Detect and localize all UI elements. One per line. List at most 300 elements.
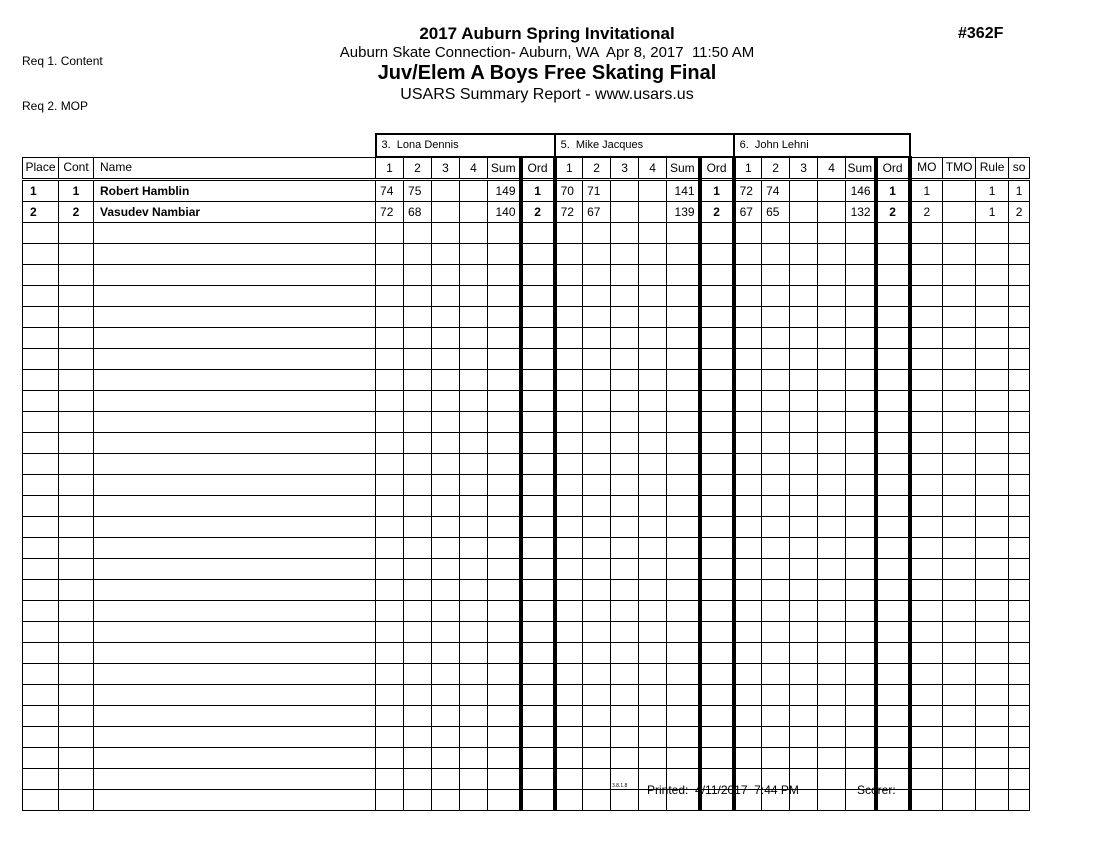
cell-tmo: [943, 307, 976, 328]
cell-ord: [521, 265, 555, 286]
cell-score: [734, 496, 762, 517]
spacer-cell: [910, 134, 1030, 157]
cell-sum: [846, 244, 876, 265]
event-title: Juv/Elem A Boys Free Skating Final: [377, 62, 717, 84]
col-header-score: 3: [611, 157, 639, 180]
cell-rule: [976, 412, 1009, 433]
col-header-score: 2: [762, 157, 790, 180]
cell-cont: [59, 664, 94, 685]
cell-cont: [59, 412, 94, 433]
cell-score: 65: [762, 202, 790, 223]
cell-score: [818, 349, 846, 370]
cell-so: [1009, 664, 1030, 685]
cell-score: [583, 454, 611, 475]
cell-score: [555, 601, 583, 622]
cell-score: [734, 412, 762, 433]
cell-so: [1009, 706, 1030, 727]
cell-score: [460, 265, 488, 286]
cell-sum: [846, 601, 876, 622]
cell-sum: [488, 580, 521, 601]
cell-score: [762, 538, 790, 559]
cell-score: [611, 706, 639, 727]
cell-place: [23, 454, 59, 475]
cell-sum: [488, 622, 521, 643]
empty-row: [23, 517, 1030, 538]
cell-ord: [521, 244, 555, 265]
cell-score: [818, 202, 846, 223]
cell-sum: [488, 370, 521, 391]
cell-score: [639, 538, 667, 559]
cell-score: [734, 244, 762, 265]
cell-ord: [700, 370, 734, 391]
cell-score: [762, 643, 790, 664]
cell-sum: 141: [667, 180, 700, 202]
cell-score: [639, 580, 667, 601]
cell-score: [611, 391, 639, 412]
cell-sum: [488, 496, 521, 517]
cell-score: [404, 475, 432, 496]
cell-cont: [59, 769, 94, 790]
cell-so: [1009, 223, 1030, 244]
cell-ord: [700, 517, 734, 538]
cell-score: [404, 265, 432, 286]
cell-place: 1: [23, 180, 59, 202]
cell-score: [583, 622, 611, 643]
cell-sum: [667, 748, 700, 769]
cell-score: [432, 265, 460, 286]
cell-sum: [846, 622, 876, 643]
cell-tmo: [943, 748, 976, 769]
cell-score: [404, 307, 432, 328]
cell-score: [639, 727, 667, 748]
cell-ord: [700, 706, 734, 727]
cell-ord: [521, 748, 555, 769]
cell-score: [611, 517, 639, 538]
cell-sum: [846, 538, 876, 559]
cell-sum: [667, 307, 700, 328]
col-header-rule: Rule: [976, 157, 1009, 180]
cell-score: [611, 664, 639, 685]
cell-sum: [488, 307, 521, 328]
cell-rule: [976, 643, 1009, 664]
cell-name: [94, 643, 376, 664]
cell-score: [404, 433, 432, 454]
cell-score: [762, 475, 790, 496]
cell-score: [818, 244, 846, 265]
cell-score: [432, 349, 460, 370]
cell-name: [94, 223, 376, 244]
cell-cont: [59, 748, 94, 769]
cell-score: [432, 685, 460, 706]
cell-so: [1009, 727, 1030, 748]
cell-score: 72: [376, 202, 404, 223]
cell-score: [639, 391, 667, 412]
cell-score: [460, 475, 488, 496]
cell-score: [734, 370, 762, 391]
cell-score: [460, 370, 488, 391]
cell-score: [639, 496, 667, 517]
cell-tmo: [943, 706, 976, 727]
cell-score: [762, 517, 790, 538]
cell-score: [376, 790, 404, 811]
cell-sum: 132: [846, 202, 876, 223]
cell-score: [460, 202, 488, 223]
col-header-score: 1: [555, 157, 583, 180]
cell-cont: [59, 538, 94, 559]
cell-rule: [976, 391, 1009, 412]
cell-place: [23, 727, 59, 748]
cell-score: [790, 328, 818, 349]
cell-cont: [59, 685, 94, 706]
cell-so: [1009, 580, 1030, 601]
cell-tmo: [943, 664, 976, 685]
cell-score: [734, 559, 762, 580]
cell-score: [555, 664, 583, 685]
cell-rule: [976, 454, 1009, 475]
cell-sum: 140: [488, 202, 521, 223]
cell-score: [790, 685, 818, 706]
cell-score: [818, 307, 846, 328]
cell-rule: [976, 601, 1009, 622]
cell-score: [460, 706, 488, 727]
cell-so: [1009, 601, 1030, 622]
cell-score: [611, 349, 639, 370]
cell-score: [818, 790, 846, 811]
cell-so: [1009, 622, 1030, 643]
cell-score: [639, 748, 667, 769]
cell-cont: 1: [59, 180, 94, 202]
empty-row: [23, 391, 1030, 412]
cell-so: [1009, 769, 1030, 790]
cell-score: [611, 244, 639, 265]
cell-ord: [521, 685, 555, 706]
cell-sum: [488, 706, 521, 727]
cell-ord: [521, 349, 555, 370]
cell-score: [404, 664, 432, 685]
cell-sum: [667, 328, 700, 349]
cell-ord: [876, 517, 910, 538]
cell-score: [583, 664, 611, 685]
cell-score: [404, 496, 432, 517]
cell-sum: [846, 370, 876, 391]
cell-rule: [976, 664, 1009, 685]
cell-ord: [521, 223, 555, 244]
software-version: 3.8.1.8: [612, 783, 628, 789]
cell-ord: [876, 475, 910, 496]
cell-score: [734, 286, 762, 307]
cell-score: [404, 244, 432, 265]
cell-score: [734, 328, 762, 349]
cell-score: [404, 370, 432, 391]
cell-cont: [59, 790, 94, 811]
cell-score: [734, 223, 762, 244]
cell-score: [762, 370, 790, 391]
cell-score: [404, 391, 432, 412]
cell-score: [583, 538, 611, 559]
cell-score: [611, 180, 639, 202]
cell-score: [790, 223, 818, 244]
cell-score: [432, 223, 460, 244]
cell-score: [734, 748, 762, 769]
cell-mo: [910, 475, 943, 496]
cell-sum: [488, 748, 521, 769]
cell-ord: [521, 727, 555, 748]
cell-score: [404, 601, 432, 622]
cell-sum: [488, 391, 521, 412]
cell-score: [555, 643, 583, 664]
cell-rule: [976, 769, 1009, 790]
cell-so: 2: [1009, 202, 1030, 223]
cell-name: [94, 265, 376, 286]
cell-score: [611, 601, 639, 622]
cell-place: [23, 517, 59, 538]
cell-score: [460, 622, 488, 643]
cell-score: [583, 286, 611, 307]
cell-score: [818, 265, 846, 286]
cell-score: [611, 370, 639, 391]
cell-so: [1009, 643, 1030, 664]
cell-score: [762, 286, 790, 307]
cell-score: [460, 223, 488, 244]
cell-sum: [667, 349, 700, 370]
cell-name: [94, 244, 376, 265]
judge-name-header: 6. John Lehni: [734, 134, 910, 157]
cell-score: 72: [734, 180, 762, 202]
cell-sum: [667, 496, 700, 517]
report-title: USARS Summary Report - www.usars.us: [400, 86, 694, 103]
column-header-row: [23, 157, 1030, 180]
cell-score: [790, 706, 818, 727]
cell-ord: [700, 475, 734, 496]
cell-score: [639, 517, 667, 538]
cell-cont: [59, 307, 94, 328]
cell-ord: [521, 370, 555, 391]
cell-score: [790, 748, 818, 769]
results-table: [22, 133, 1030, 811]
req-line-2: Req 2. MOP: [22, 99, 89, 113]
cell-score: [818, 769, 846, 790]
cell-score: [583, 727, 611, 748]
cell-score: [734, 307, 762, 328]
cell-score: 74: [762, 180, 790, 202]
cell-score: [790, 559, 818, 580]
empty-row: [23, 412, 1030, 433]
cell-sum: 149: [488, 180, 521, 202]
cell-ord: 2: [700, 202, 734, 223]
cell-score: [404, 328, 432, 349]
cell-score: [583, 517, 611, 538]
col-header-sum: Sum: [846, 157, 876, 180]
cell-place: [23, 706, 59, 727]
cell-score: [432, 664, 460, 685]
cell-ord: [700, 622, 734, 643]
cell-score: [376, 244, 404, 265]
results-table-container: [22, 133, 1030, 811]
cell-score: [611, 748, 639, 769]
cell-score: [611, 307, 639, 328]
cell-tmo: [943, 202, 976, 223]
cell-so: [1009, 685, 1030, 706]
cell-place: [23, 601, 59, 622]
cell-mo: 2: [910, 202, 943, 223]
cell-score: [404, 412, 432, 433]
cell-rule: [976, 307, 1009, 328]
cell-place: [23, 328, 59, 349]
cell-so: [1009, 286, 1030, 307]
cell-score: [790, 475, 818, 496]
cell-mo: [910, 391, 943, 412]
cell-score: [762, 433, 790, 454]
cell-score: [583, 265, 611, 286]
cell-score: [790, 370, 818, 391]
cell-cont: [59, 517, 94, 538]
cell-score: [555, 475, 583, 496]
cell-ord: [700, 412, 734, 433]
cell-score: 67: [734, 202, 762, 223]
cell-ord: [521, 454, 555, 475]
venue-date-line: Auburn Skate Connection- Auburn, WA Apr 8, 2017 11:50 AM: [339, 44, 755, 61]
cell-score: [734, 349, 762, 370]
result-row: [23, 202, 1030, 223]
cell-score: [460, 307, 488, 328]
cell-score: [818, 180, 846, 202]
cell-score: [432, 454, 460, 475]
cell-sum: [846, 223, 876, 244]
cell-sum: [846, 412, 876, 433]
cell-score: [432, 244, 460, 265]
cell-score: [376, 538, 404, 559]
cell-score: [583, 370, 611, 391]
cell-score: [611, 454, 639, 475]
cell-ord: [876, 307, 910, 328]
cell-score: [460, 685, 488, 706]
cell-ord: [700, 580, 734, 601]
cell-name: [94, 790, 376, 811]
cell-score: [790, 391, 818, 412]
cell-score: 72: [555, 202, 583, 223]
cell-sum: [846, 517, 876, 538]
col-header-tmo: TMO: [943, 157, 976, 180]
cell-so: [1009, 748, 1030, 769]
cell-score: [432, 622, 460, 643]
empty-row: [23, 475, 1030, 496]
cell-mo: [910, 370, 943, 391]
cell-cont: [59, 223, 94, 244]
cell-score: [460, 286, 488, 307]
cell-ord: [521, 538, 555, 559]
spacer-cell: [23, 134, 376, 157]
cell-ord: [700, 454, 734, 475]
col-header-sum: Sum: [488, 157, 521, 180]
cell-ord: [700, 307, 734, 328]
cell-score: [639, 307, 667, 328]
cell-score: [555, 790, 583, 811]
cell-tmo: [943, 433, 976, 454]
cell-score: 70: [555, 180, 583, 202]
cell-score: [460, 664, 488, 685]
cell-rule: 1: [976, 202, 1009, 223]
cell-ord: [876, 223, 910, 244]
cell-score: [734, 622, 762, 643]
cell-score: [404, 622, 432, 643]
cell-sum: [846, 391, 876, 412]
cell-place: [23, 307, 59, 328]
cell-score: [404, 538, 432, 559]
req-line-1: Req 1. Content: [22, 54, 103, 68]
cell-score: [376, 433, 404, 454]
empty-row: [23, 328, 1030, 349]
cell-mo: [910, 412, 943, 433]
cell-score: [583, 391, 611, 412]
cell-score: 75: [404, 180, 432, 202]
cell-tmo: [943, 580, 976, 601]
cell-score: [762, 622, 790, 643]
cell-name: [94, 370, 376, 391]
cell-so: [1009, 517, 1030, 538]
cell-score: [639, 412, 667, 433]
cell-score: [432, 517, 460, 538]
cell-ord: [700, 223, 734, 244]
cell-score: [460, 517, 488, 538]
cell-sum: [667, 580, 700, 601]
cell-score: [555, 538, 583, 559]
col-header-score: 1: [734, 157, 762, 180]
cell-name: [94, 496, 376, 517]
cell-score: [762, 391, 790, 412]
cell-sum: [488, 286, 521, 307]
cell-score: [611, 727, 639, 748]
cell-rule: [976, 496, 1009, 517]
cell-ord: [876, 664, 910, 685]
cell-place: [23, 286, 59, 307]
cell-ord: [876, 454, 910, 475]
cell-mo: [910, 496, 943, 517]
col-header-cont: Cont: [59, 157, 94, 180]
cell-name: [94, 748, 376, 769]
cell-score: [460, 727, 488, 748]
empty-row: [23, 265, 1030, 286]
cell-tmo: [943, 790, 976, 811]
cell-score: [818, 454, 846, 475]
cell-ord: [521, 517, 555, 538]
cell-sum: [846, 307, 876, 328]
cell-cont: [59, 601, 94, 622]
cell-sum: [846, 643, 876, 664]
cell-tmo: [943, 180, 976, 202]
cell-ord: [700, 286, 734, 307]
cell-sum: [846, 496, 876, 517]
cell-score: [611, 496, 639, 517]
cell-so: [1009, 454, 1030, 475]
cell-score: [460, 769, 488, 790]
judge-name-header: 3. Lona Dennis: [376, 134, 555, 157]
judge-name-header: 5. Mike Jacques: [555, 134, 734, 157]
cell-score: [432, 559, 460, 580]
empty-row: [23, 622, 1030, 643]
cell-so: [1009, 307, 1030, 328]
cell-score: [762, 307, 790, 328]
cell-score: [583, 748, 611, 769]
cell-score: [376, 475, 404, 496]
cell-score: [818, 685, 846, 706]
cell-score: [404, 643, 432, 664]
cell-score: [611, 559, 639, 580]
cell-score: [460, 643, 488, 664]
cell-cont: [59, 475, 94, 496]
cell-name: [94, 475, 376, 496]
cell-score: [762, 559, 790, 580]
col-header-mo: MO: [910, 157, 943, 180]
